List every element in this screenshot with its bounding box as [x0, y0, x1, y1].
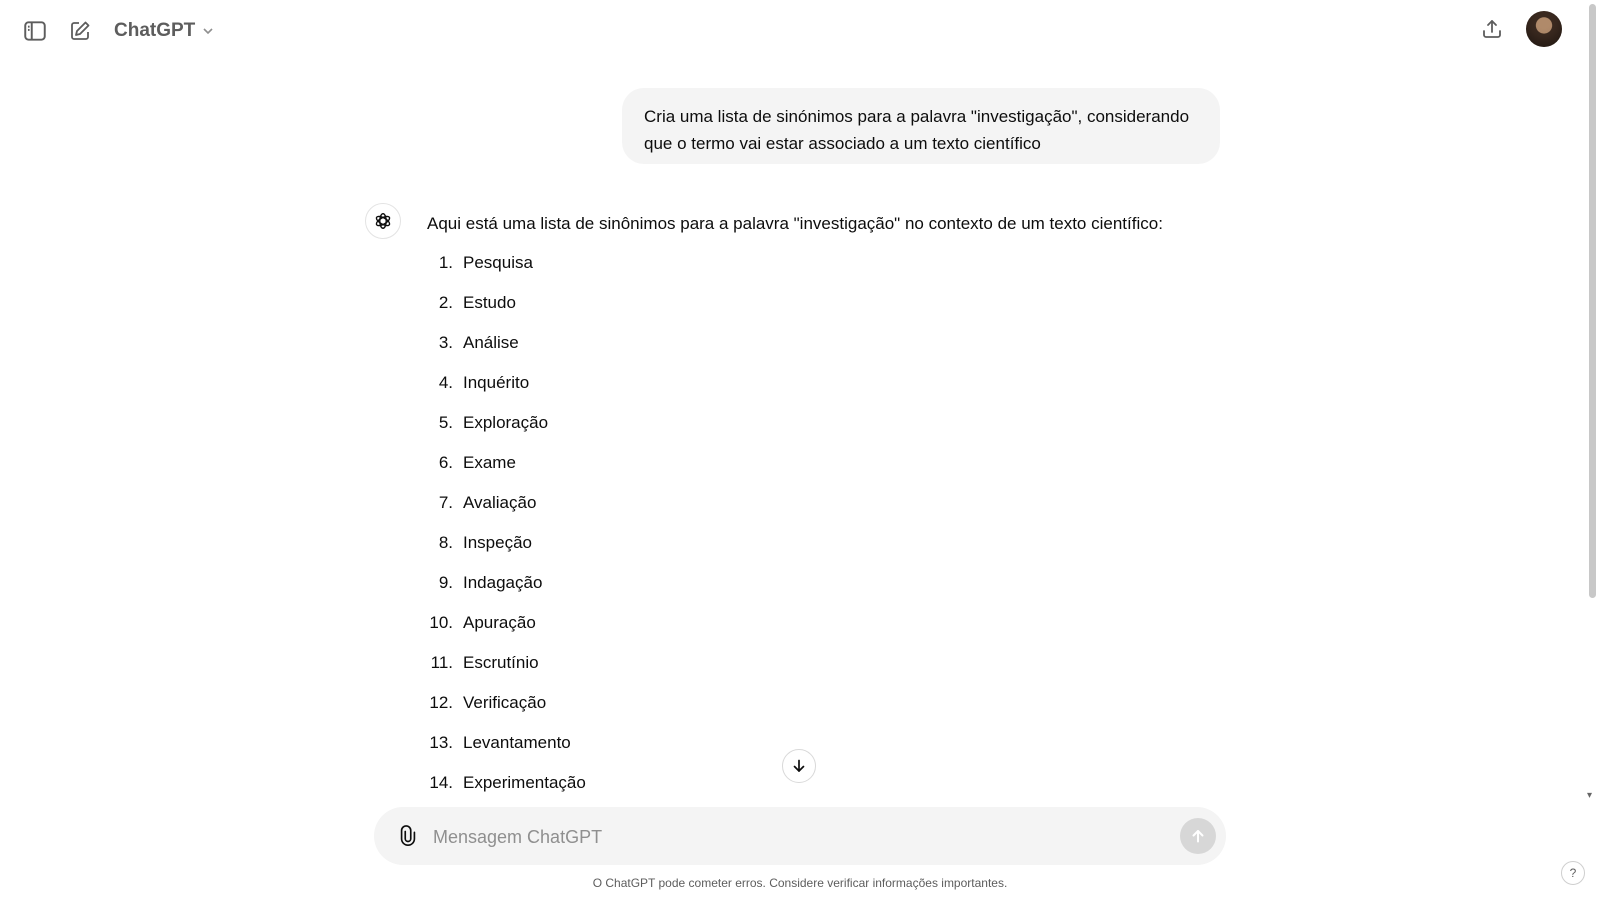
list-item-text: Pesquisa: [463, 253, 533, 272]
list-item-number: 2.: [438, 293, 453, 312]
sidebar-toggle-button[interactable]: [17, 13, 53, 49]
scrollbar-thumb[interactable]: [1589, 4, 1596, 598]
list-item-text: Inspeção: [463, 533, 532, 552]
sidebar-toggle-icon: [22, 18, 48, 44]
arrow-up-icon: [1190, 828, 1206, 844]
list-item-number: 4.: [438, 373, 453, 392]
top-bar: [0, 0, 1600, 62]
arrow-down-icon: [791, 758, 807, 774]
assistant-intro-text: Aqui está uma lista de sinônimos para a palavra "investigação" no contexto de um texto científico:: [427, 214, 1163, 233]
user-message-bubble: [622, 88, 1220, 164]
list-item: [427, 531, 586, 571]
list-item-number: 11.: [430, 653, 453, 672]
paperclip-icon: [397, 825, 419, 847]
message-input[interactable]: [431, 820, 1155, 854]
list-item-text: Verificação: [463, 693, 547, 712]
user-avatar[interactable]: [1526, 11, 1562, 47]
list-item-number: 13.: [429, 733, 453, 752]
list-item-number: 12.: [429, 693, 453, 712]
new-chat-icon: [68, 19, 92, 43]
list-item-text: Inquérito: [463, 373, 530, 392]
list-item: [427, 611, 586, 651]
scroll-down-caret-icon[interactable]: ▾: [1587, 790, 1593, 801]
list-item-text: Experimentação: [463, 773, 586, 792]
list-item: [427, 411, 586, 451]
list-item: [427, 691, 586, 731]
scroll-to-bottom-button[interactable]: [782, 749, 816, 783]
list-item: [427, 571, 586, 611]
list-item: [427, 451, 586, 491]
list-item-number: 1.: [438, 253, 453, 272]
list-item-text: Levantamento: [463, 733, 571, 752]
list-item-text: Avaliação: [463, 493, 537, 512]
model-name: ChatGPT: [114, 20, 196, 41]
list-item-text: Escrutínio: [463, 653, 539, 672]
assistant-avatar: [365, 203, 401, 239]
list-item-text: Indagação: [463, 573, 543, 592]
list-item: [427, 731, 586, 771]
list-item: [427, 771, 586, 811]
list-item-number: 14.: [429, 773, 453, 792]
list-item-number: 5.: [438, 413, 453, 432]
list-item-number: 9.: [438, 573, 453, 592]
list-item-number: 8.: [438, 533, 453, 552]
list-item-text: Exame: [463, 453, 516, 472]
message-composer: [374, 807, 1226, 865]
synonym-list: [427, 251, 586, 811]
list-item-text: Exploração: [463, 413, 549, 432]
chevron-down-icon: [201, 24, 215, 38]
list-item-number: 7.: [438, 493, 453, 512]
new-chat-button[interactable]: [62, 13, 98, 49]
list-item-text: Estudo: [463, 293, 516, 312]
help-button[interactable]: ?: [1561, 861, 1585, 885]
attach-button[interactable]: [390, 818, 426, 854]
share-button[interactable]: [1474, 11, 1510, 47]
list-item: [427, 291, 586, 331]
list-item-number: 6.: [438, 453, 453, 472]
user-message-text: Cria uma lista de sinónimos para a palavra "investigação", considerando que o termo vai estar associado a um texto científico: [644, 107, 1190, 153]
list-item-number: 3.: [438, 333, 453, 352]
list-item: [427, 491, 586, 531]
share-icon: [1480, 17, 1504, 41]
list-item-text: Análise: [463, 333, 519, 352]
list-item: [427, 371, 586, 411]
openai-logo-icon: [372, 210, 394, 232]
list-item: [427, 331, 586, 371]
send-button[interactable]: [1180, 818, 1216, 854]
disclaimer-text: O ChatGPT pode cometer erros. Considere verificar informações importantes.: [592, 876, 1008, 890]
model-selector[interactable]: [114, 17, 215, 45]
list-item: [427, 251, 586, 291]
list-item: [427, 651, 586, 691]
list-item-text: Apuração: [463, 613, 536, 632]
list-item-number: 10.: [429, 613, 453, 632]
